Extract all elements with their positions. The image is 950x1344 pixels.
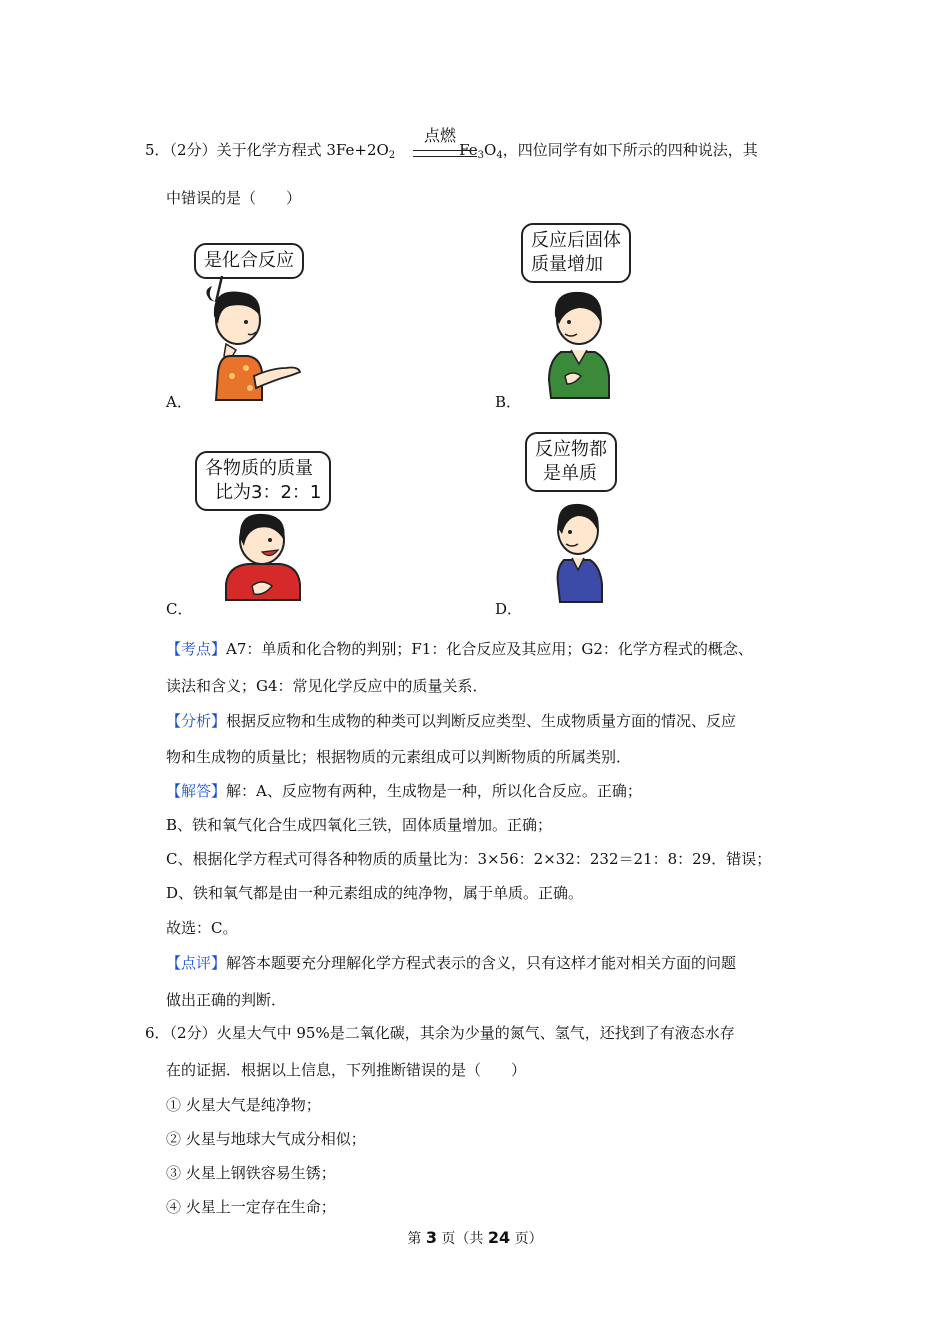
q6-item-1: ① 火星大气是纯净物； — [166, 1096, 321, 1114]
bubble-d-line1: 反应物都 — [535, 439, 607, 460]
page-number: 3 — [425, 1228, 437, 1247]
girl-student-figure — [190, 272, 330, 402]
q5-suffix: ，四位同学有如下所示的四种说法，其 — [502, 141, 758, 159]
q5-number: 5． — [145, 141, 170, 159]
fenxi-line2: 物和生成物的质量比；根据物质的元素组成可以判断物质的所属类别． — [166, 748, 632, 766]
option-d-label: D． — [495, 600, 523, 618]
page-total: 24 — [487, 1228, 511, 1247]
jieda-line2: B、铁和氧气化合生成四氧化三铁，固体质量增加。正确； — [166, 816, 553, 834]
boy-student-figure-d — [528, 494, 638, 604]
bubble-c — [195, 451, 331, 511]
bubble-b-line2: 质量增加 — [531, 254, 603, 275]
bubble-d — [525, 432, 617, 492]
fenxi-line1: 【分析】根据反应物和生成物的种类可以判断反应类型、生成物质量方面的情况、反应 — [166, 712, 737, 730]
bubble-a-line1: 是化合反应 — [204, 250, 294, 271]
dianping-line2: 做出正确的判断． — [166, 991, 287, 1009]
jieda-tag: 【解答】 — [166, 782, 227, 800]
page-footer: 第 3 页（共 24 页） — [407, 1228, 543, 1247]
q6-line1: 6．（2分）火星大气中 95%是二氧化碳，其余为少量的氮气、氢气，还找到了有液态水存 — [145, 1024, 735, 1042]
q6-line2: 在的证据．根据以上信息，下列推断错误的是（ ） — [166, 1061, 527, 1079]
jieda-line5: 故选：C。 — [166, 919, 238, 937]
reaction-condition: 点燃 — [424, 126, 457, 145]
jieda-line4: D、铁和氧气都是由一种元素组成的纯净物，属于单质。正确。 — [166, 884, 584, 902]
bubble-b — [521, 223, 631, 283]
dianping-tag: 【点评】 — [166, 954, 227, 972]
fenxi-tag: 【分析】 — [166, 712, 227, 730]
bubble-c-line1: 各物质的质量 — [205, 458, 313, 479]
q5-score: （2分） — [169, 141, 217, 159]
product-sub-4: 4 — [496, 150, 503, 161]
bubble-d-line2: 是单质 — [543, 463, 597, 484]
option-a-label: A． — [166, 393, 192, 411]
kaodian-line1: 【考点】A7：单质和化合物的判别；F1：化合反应及其应用；G2：化学方程式的概念、 — [166, 640, 753, 658]
reaction-equals-sign — [413, 150, 477, 157]
q6-item-3: ③ 火星上钢铁容易生锈； — [166, 1164, 336, 1182]
q6-item-4: ④ 火星上一定存在生命； — [166, 1198, 336, 1216]
kaodian-line2: 读法和含义；G4：常见化学反应中的质量关系． — [166, 677, 488, 695]
option-b-label: B． — [495, 393, 522, 411]
product-o: O — [484, 141, 497, 159]
jieda-line1: 【解答】解：A、反应物有两种，生成物是一种，所以化合反应。正确； — [166, 782, 642, 800]
product-fe: Fe — [459, 141, 478, 159]
product-sub-3: 3 — [477, 150, 484, 161]
jieda-line3: C、根据化学方程式可得各种物质的质量比为：3×56：2×32：232＝21：8：29．错误； — [166, 850, 772, 868]
q6-number: 6． — [145, 1024, 170, 1042]
bubble-c-line2: 比为3：2：1 — [215, 482, 322, 503]
q6-item-2: ② 火星与地球大气成分相似； — [166, 1130, 366, 1148]
dianping-line1: 【点评】解答本题要充分理解化学方程式表示的含义，只有这样才能对相关方面的问题 — [166, 954, 737, 972]
bubble-b-line1: 反应后固体 — [531, 230, 621, 251]
option-c-label: C． — [166, 600, 193, 618]
q5-line2: 中错误的是（ ） — [166, 189, 302, 207]
q5-prefix: 关于化学方程式 3Fe+2O — [216, 141, 389, 159]
boy-student-figure-c — [218, 506, 338, 606]
boy-student-figure-b — [525, 280, 645, 400]
kaodian-tag: 【考点】 — [166, 640, 227, 658]
o2-subscript: 2 — [388, 150, 396, 161]
